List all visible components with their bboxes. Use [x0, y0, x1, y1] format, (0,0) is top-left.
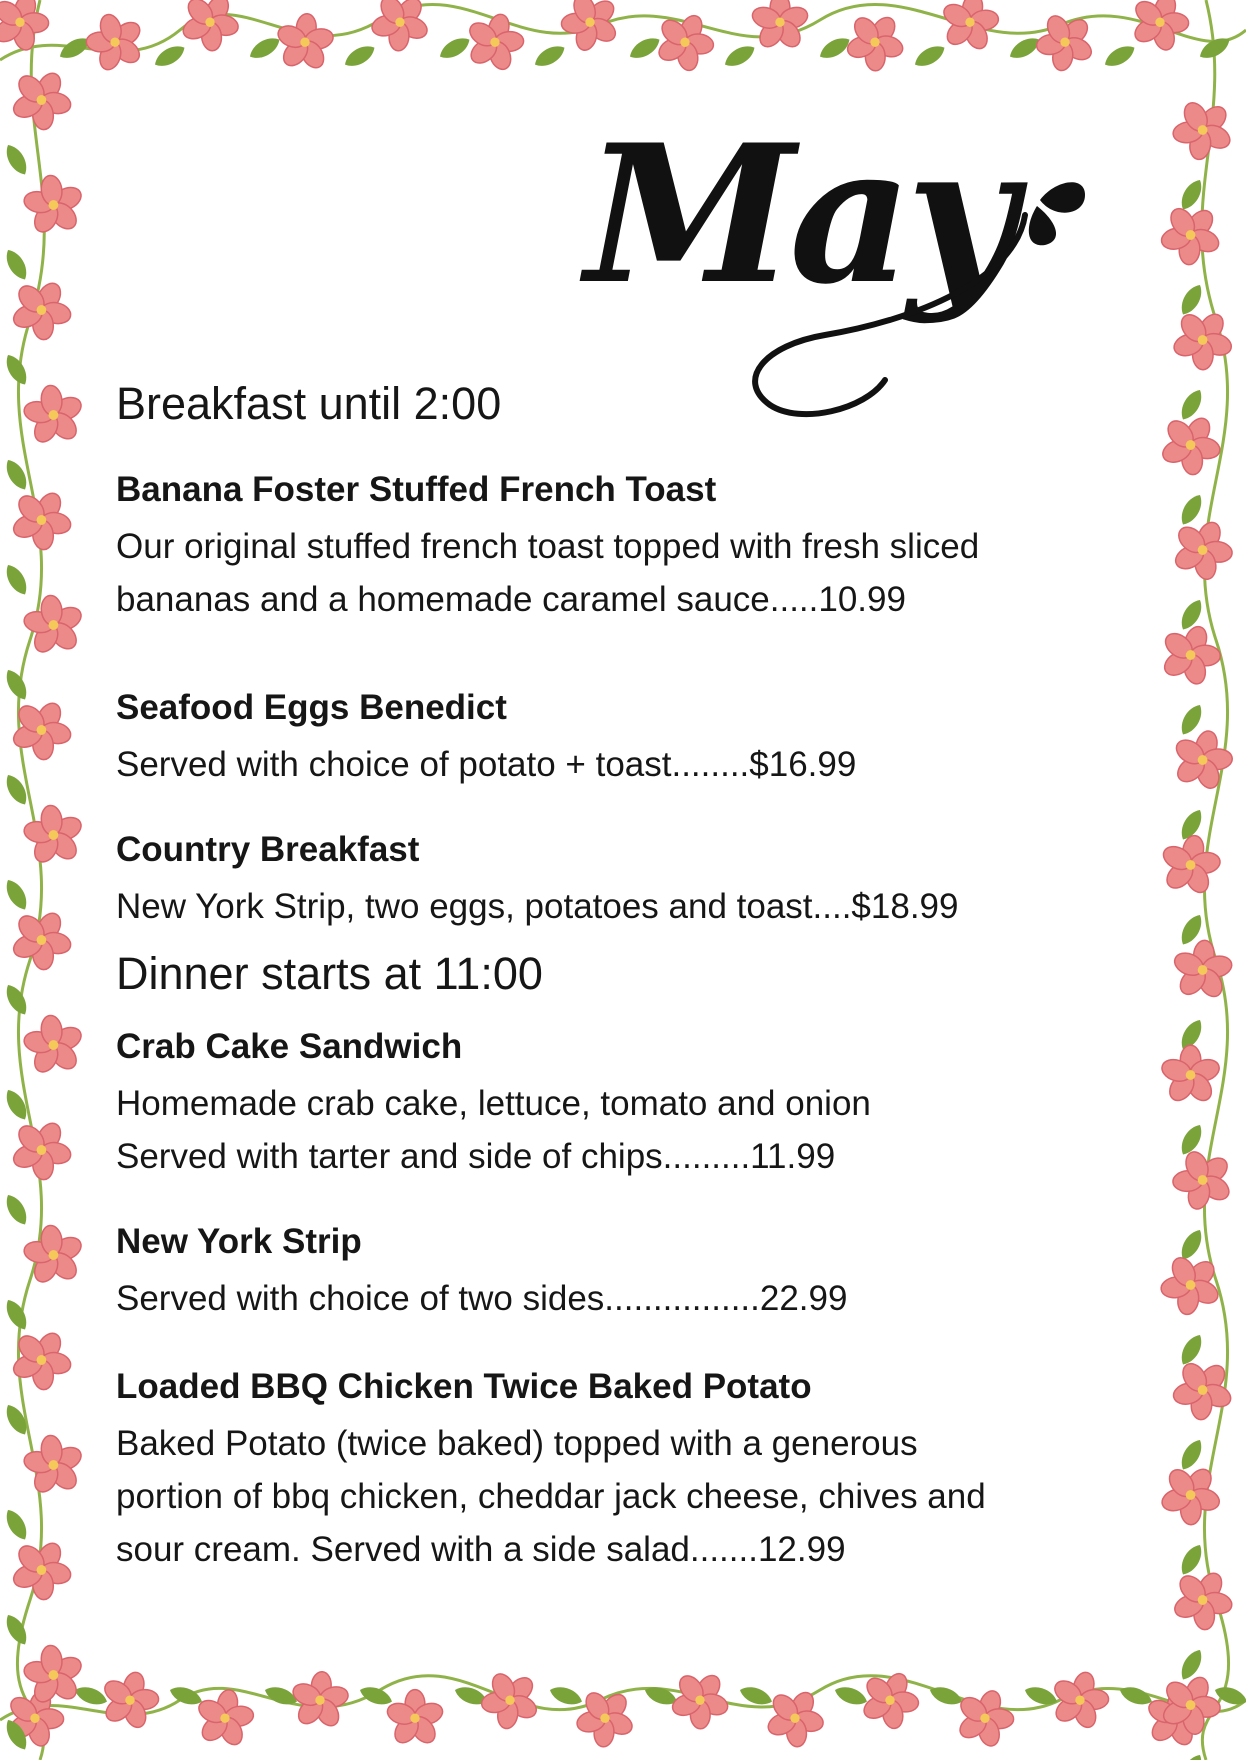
leaf-icon [911, 41, 948, 71]
flower-icon [754, 1678, 835, 1758]
flower-icon [1159, 1045, 1222, 1105]
leaf-icon [547, 1683, 584, 1709]
flower-icon [947, 1681, 1024, 1756]
leaf-icon [2, 876, 32, 913]
leaf-icon [1022, 1683, 1059, 1709]
item-description-line: Served with choice of potato + toast........$16.99 [116, 745, 857, 784]
leaf-icon [1177, 701, 1207, 738]
menu-title [585, 103, 1105, 440]
leaf-icon [2, 1296, 32, 1333]
flower-icon [750, 0, 811, 51]
item-description-line: Homemade crab cake, lettuce, tomato and onion [116, 1084, 871, 1123]
leaf-icon [72, 1683, 109, 1709]
flower-icon [385, 1690, 446, 1748]
flower-icon [0, 0, 58, 60]
flower-icon [935, 0, 1005, 56]
leaf-icon [832, 1683, 869, 1709]
leaf-icon [1177, 1541, 1207, 1578]
leaf-icon [1177, 491, 1207, 528]
flower-icon [74, 1, 156, 84]
flower-icon [1151, 616, 1230, 694]
flower-icon [0, 689, 83, 772]
item-name: Crab Cake Sandwich [116, 1027, 463, 1066]
item-name: Loaded BBQ Chicken Twice Baked Potato [116, 1367, 812, 1406]
leaf-icon [626, 33, 663, 63]
leaf-icon [246, 33, 283, 63]
leaf-icon [357, 1683, 394, 1709]
flower-icon [13, 794, 94, 876]
leaf-icon [2, 1506, 32, 1543]
leaf-icon [2, 141, 32, 178]
flower-icon [1159, 1137, 1245, 1224]
dinner-heading: Dinner starts at 11:00 [116, 948, 543, 999]
flower-icon [1154, 830, 1226, 900]
flower-icon [0, 269, 83, 352]
item-name: Banana Foster Stuffed French Toast [116, 470, 717, 509]
flower-icon [1161, 510, 1243, 591]
flower-icon [0, 59, 83, 142]
leaf-icon [2, 1191, 32, 1228]
flower-icon [1159, 87, 1246, 174]
leaf-icon [436, 33, 473, 63]
item-description-line: sour cream. Served with a side salad.......12.99 [116, 1530, 846, 1569]
leaf-icon [341, 41, 378, 71]
flower-icon [190, 1685, 260, 1752]
leaf-icon [1177, 281, 1207, 318]
item-description-line: Our original stuffed french toast topped with fresh sliced [116, 527, 980, 566]
flower-icon [1160, 1559, 1244, 1642]
flower-icon [0, 1319, 83, 1402]
leaf-icon [2, 561, 32, 598]
flower-icon [1160, 298, 1246, 383]
item-description-line: Served with tarter and side of chips.........11.99 [116, 1137, 836, 1176]
flower-icon [13, 374, 94, 456]
leaf-icon [1177, 1436, 1207, 1473]
item-name: New York Strip [116, 1222, 362, 1261]
flower-icon [13, 1424, 94, 1506]
leaf-icon [2, 246, 32, 283]
item-description-line: bananas and a homemade caramel sauce.....10.99 [116, 580, 906, 619]
flower-icon [1159, 1347, 1246, 1433]
item-description-line: Baked Potato (twice baked) topped with a generous [116, 1424, 918, 1463]
flower-icon [272, 11, 337, 74]
item-name: Country Breakfast [116, 830, 420, 869]
leaf-icon [721, 41, 758, 71]
heart-leaf-flourish-icon [585, 103, 1105, 440]
leaf-icon [2, 351, 32, 388]
leaf-icon [531, 41, 568, 71]
flower-icon [0, 479, 83, 562]
item-description-line: New York Strip, two eggs, potatoes and toast....$18.99 [116, 887, 959, 926]
flower-icon [0, 1109, 83, 1192]
flower-icon [13, 1214, 94, 1296]
leaf-icon [1177, 1331, 1207, 1368]
leaf-icon [927, 1683, 964, 1709]
item-description-line: Served with choice of two sides................22.99 [116, 1279, 848, 1318]
leaf-icon [1177, 1751, 1207, 1760]
leaf-icon [1101, 41, 1138, 71]
menu-title-text: May [585, 103, 1011, 326]
flower-icon [1169, 938, 1237, 1003]
flower-icon [287, 1669, 352, 1732]
flower-icon [458, 7, 531, 78]
flower-icon [13, 1004, 94, 1086]
leaf-icon [2, 981, 32, 1018]
item-name: Seafood Eggs Benedict [116, 688, 507, 727]
leaf-icon [2, 666, 32, 703]
breakfast-heading: Breakfast until 2:00 [116, 378, 502, 429]
flower-icon [13, 164, 94, 246]
leaf-icon [2, 1611, 32, 1648]
flower-icon [1164, 723, 1240, 797]
item-description-line: portion of bbq chicken, cheddar jack cheese, chives and [116, 1477, 986, 1516]
